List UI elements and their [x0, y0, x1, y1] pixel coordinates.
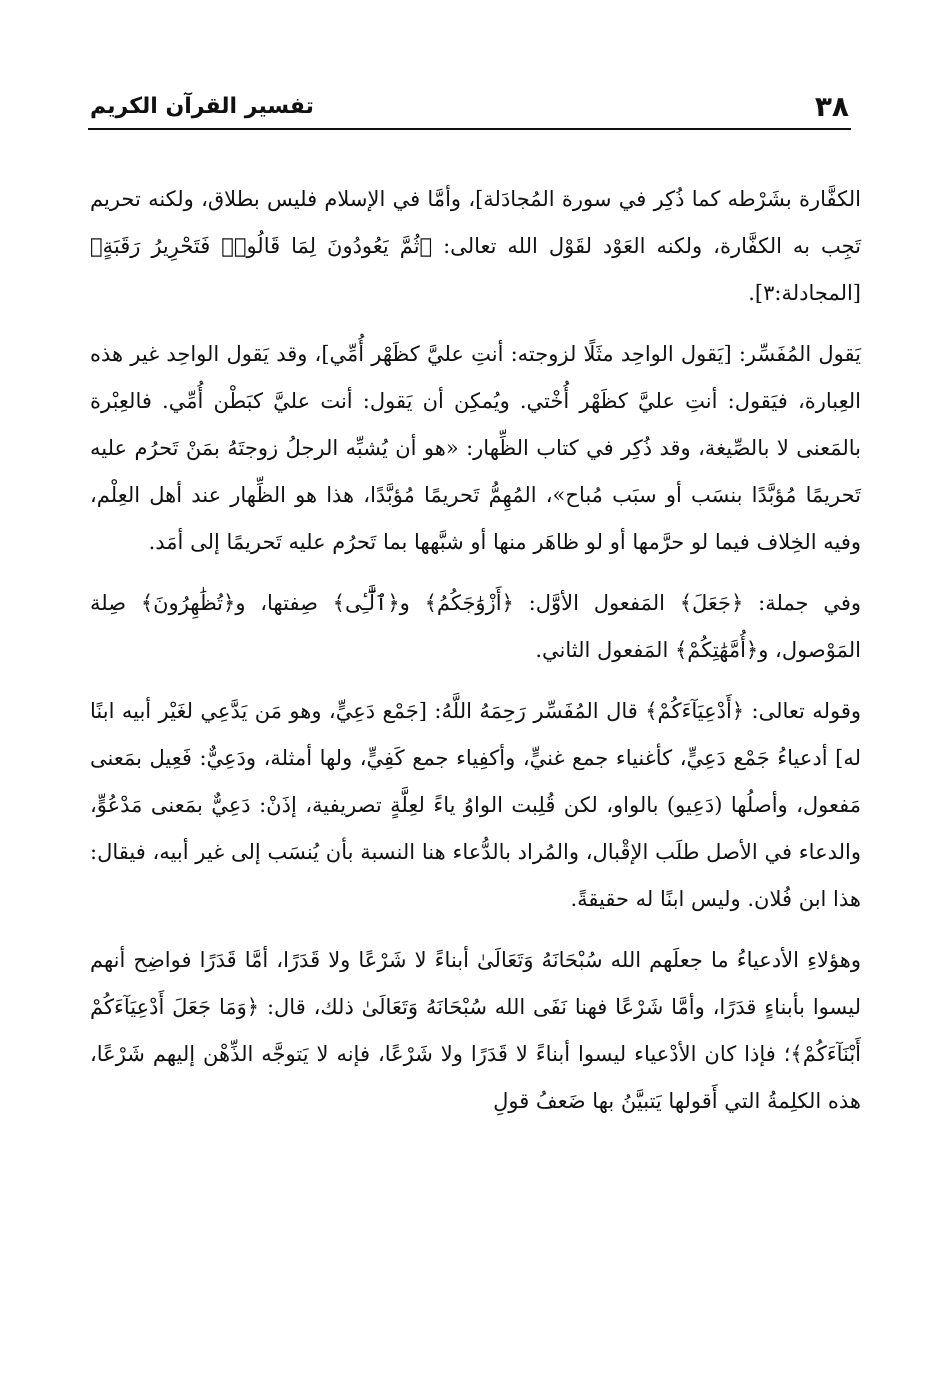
page-body	[90, 176, 861, 1125]
page-header	[90, 78, 849, 128]
paragraph-adiya-meaning: وقوله تعالى: ﴿أَدْعِيَآءَكُمْ﴾ قال المُفَسِّر رَحِمَهُ اللَّهُ: [جَمْع دَعِيٍّ، وهو مَن يَدَّعِي لغَيْر أبيه ابنًا له] أدعياءُ جَمْع دَعِيٍّ، كأغنياء جمع غنيٍّ، وأكفِياء جمع كَفِيٍّ، ولها أمثلة، ودَعِيٌّ: فَعِيل بمَعنى مَفعول، وأصلُها (دَعِيو) بالواو، لكن قُلِبت الواوُ ياءً لعِلَّةٍ تصريفية، إذَنْ: دَعِيٌّ بمَعنى مَدْعُوٍّ، والدعاء في الأصل طلَب الإقْبال، والمُراد بالدُّعاء هنا النسبة بأن يُنسَب إلى غير أبيه، فيقال: هذا ابن فُلان. وليس ابنًا له حقيقةً.	[90, 699, 861, 911]
paragraph-kaffara: الكفَّارة بشَرْطه كما ذُكِر في سورة المُجادَلة]، وأمَّا في الإسلام فليس بطلاق، ولكنه تحريم تَجِب به الكفَّارة، ولكنه العَوْد لقَوْل الله تعالى: ﴿ثُمَّ يَعُودُونَ لِمَا قَالُوا۟ فَتَحْرِيرُ رَقَبَةٍ﴾ [المجادلة:٣].	[90, 187, 861, 305]
page-number: ٣٨	[814, 90, 849, 123]
header-divider	[88, 128, 851, 130]
paragraph-mufassir-zihar: يَقول المُفَسِّر: [يَقول الواحِد مثَلًا لزوجته: أنتِ عليَّ كظَهْر أُمِّي]، وقد يَقول الواحِد غير هذه العِبارة، فيَقول: أنتِ عليَّ كظَهْر أُخْتي. ويُمكِن أن يَقول: أنت عليَّ كبَطْن أُمِّي. فالعِبْرة بالمَعنى لا بالصِّيغة، وقد ذُكِر في كتاب الظِّهار: «هو أن يُشبِّه الرجلُ زوجتَهُ بمَنْ تَحرُم عليه تَحريمًا مُؤبَّدًا بنسَب أو سبَب مُباح»، المُهِمُّ تَحريمًا مُؤبَّدًا، هذا هو الظِّهار عند أهل العِلْم، وفيه الخِلاف فيما لو حرَّمها أو لو ظاهَر منها أو شبَّهها بما تَحرُم عليه تَحريمًا إلى أمَد.	[90, 342, 861, 554]
running-title: تفسير القرآن الكريم	[90, 94, 314, 119]
paragraph-adiya-ruling: وهؤلاءِ الأدعياءُ ما جعلَهم الله سُبْحَانَهُ وَتَعَالَىٰ أبناءً لا شَرْعًا ولا قَدَرًا، أمَّا قَدَرًا فواضِح أنهم ليسوا بأبناءٍ قدَرًا، وأمَّا شَرْعًا فهنا نَفَى الله سُبْحَانَهُ وَتَعَالَىٰ ذلك، قال: ﴿وَمَا جَعَلَ أَدْعِيَآءَكُمْ أَبْنَآءَكُمْ﴾؛ فإذا كان الأدْعياء ليسوا أبناءً لا قَدَرًا ولا شَرْعًا، فإنه لا يَتوجَّه الذِّهْن إليهم شَرْعًا، هذه الكلِمةُ التي أَقولها يَتبيَّنُ بها ضَعفُ قولِ	[90, 948, 861, 1113]
paragraph-grammar-jaala: وفي جملة: ﴿جَعَلَ﴾ المَفعول الأوَّل: ﴿أَزْوَٰجَكُمُ﴾ و﴿ٱلَّٰٓـِٔى﴾ صِفتها، و﴿تُظَٰهِرُونَ﴾ صِلة المَوْصول، و﴿أُمَّهَٰتِكُمْ﴾ المَفعول الثاني.	[90, 591, 861, 662]
